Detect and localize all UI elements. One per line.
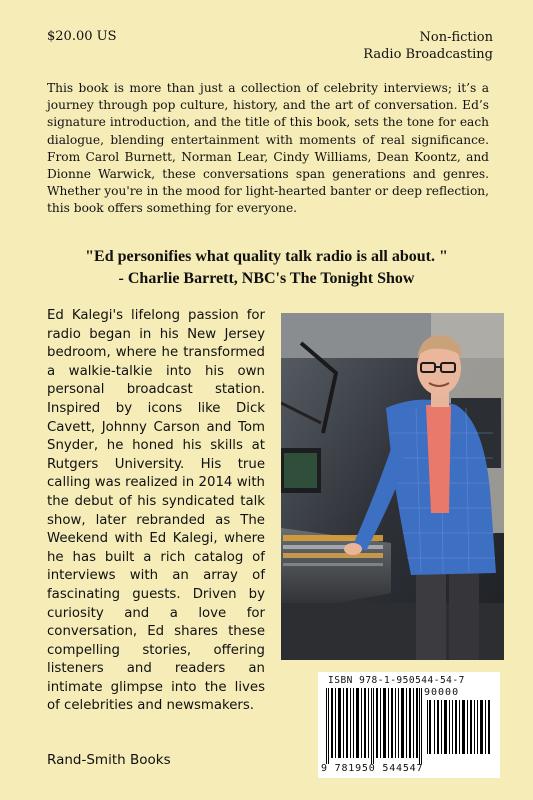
isbn-text: ISBN 978-1-950544-54-7 [328,675,465,686]
author-photo [281,313,504,660]
price-label: $20.00 US [47,29,117,44]
publisher-name: Rand-Smith Books [47,752,171,768]
book-description: This book is more than just a collection of celebrity interviews; it’s a journey through pop culture, history, and the art of conversation. Ed’s signature introduction, and the title of this book, sets the tone for each dialogue, blending entertainment with moments of real significance. From Carol Burnett, Norman Lear, Cindy Williams, Dean Koontz, and Dionne Warwick, these conversations span generations and genres. Whether you're in the mood for light-hearted banter or deep reflection, this book offers something for everyone. [47,81,489,216]
genre-line-1: Non-fiction [419,30,493,45]
ean-barcode-bars [324,688,424,764]
addon-barcode-bars [426,700,492,754]
ean-number-text: 9 781950 544547 [321,763,424,774]
author-photo-illustration [281,313,504,660]
isbn-barcode [318,672,500,778]
genre-label [363,29,493,63]
quote-attribution: - Charlie Barrett, NBC's The Tonight Show [118,270,415,287]
quote-text: "Ed personifies what quality talk radio is all about. " [85,248,448,265]
price-code-text: 90000 [424,687,460,698]
review-quote [0,246,533,290]
genre-line-2: Radio Broadcasting [363,47,493,62]
author-bio: Ed Kalegi's lifelong passion for radio began in his New Jersey bedroom, where he transformed a walkie-talkie into his own personal broadcast station. Inspired by icons like Dick Cavett, Johnny Carson and Tom Snyder, he honed his skills at Rutgers University. His true calling was realized in 2014 with the debut of his syndicated talk show, later rebranded as The Weekend with Ed Kalegi, where he has built a rich catalog of interviews with an array of fascinating guests. Driven by curiosity and a love for conversation, Ed shares these compelling stories, offering listeners and readers an intimate glimpse into the lives of celebrities and newsmakers. [47,308,265,714]
